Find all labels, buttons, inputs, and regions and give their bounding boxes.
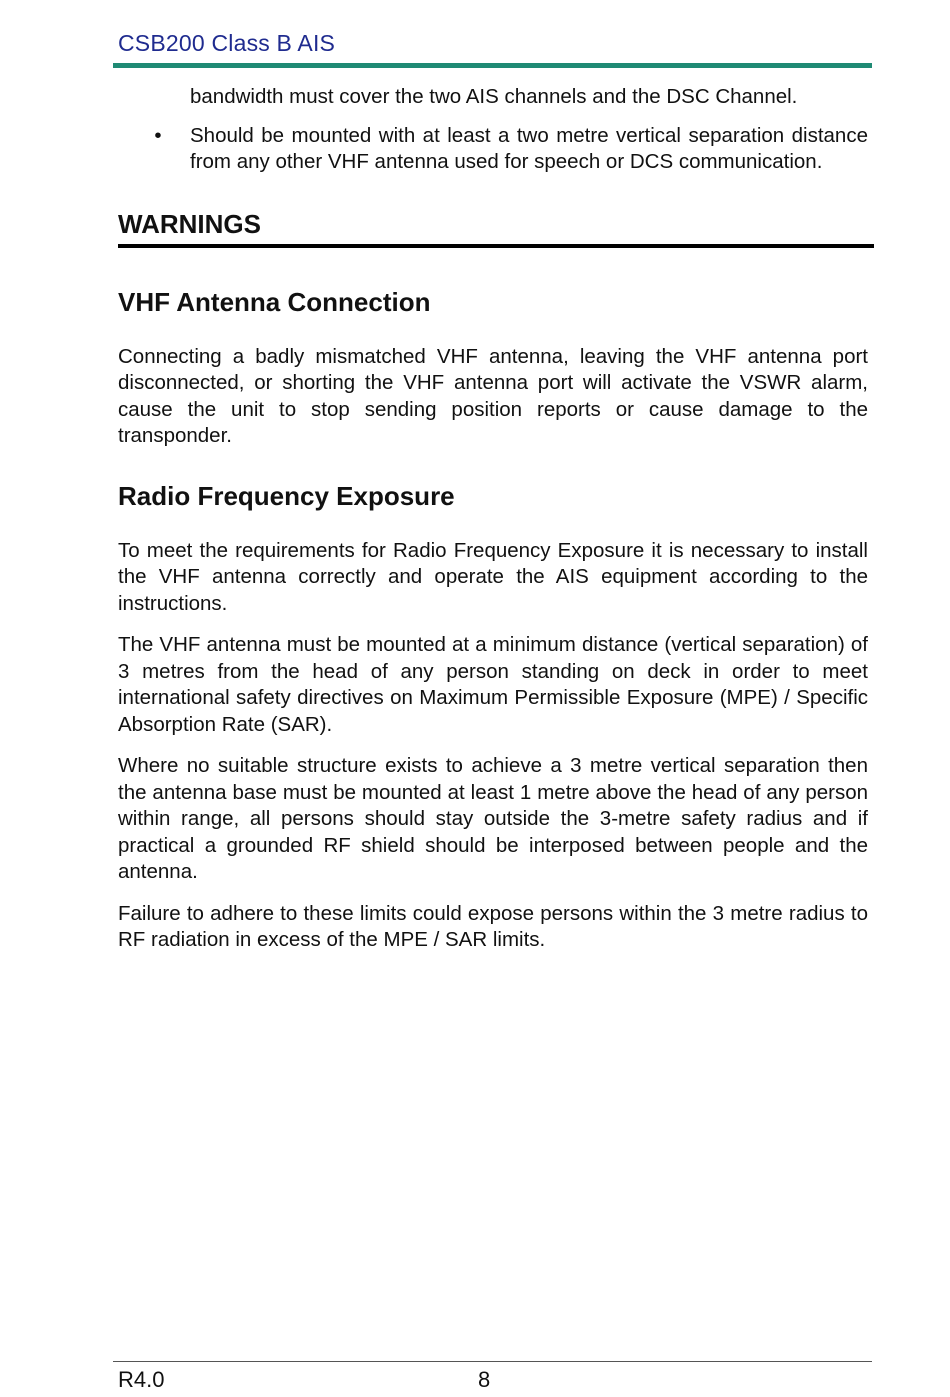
document-title: CSB200 Class B AIS	[118, 30, 336, 56]
section-heading-vhf-antenna-connection: VHF Antenna Connection	[118, 286, 431, 317]
page-content	[118, 84, 868, 954]
warnings-heading: WARNINGS	[118, 208, 261, 239]
paragraph: Failure to adhere to these limits could expose persons within the 3 metre radius to RF radiation in excess of the MPE / SAR limits.	[118, 901, 868, 951]
paragraph: Connecting a badly mismatched VHF antenna, leaving the VHF antenna port disconnected, or shorting the VHF antenna port will activate the VSWR alarm, cause the unit to stop sending position reports or cause damage to the transponder.	[118, 344, 868, 447]
warnings-divider	[118, 244, 874, 248]
paragraph: The VHF antenna must be mounted at a minimum distance (vertical separation) of 3 metres from the head of any person standing on deck in order to meet international safety directives on Maximum Permissible Exposure (MPE) / Specific Absorption Rate (SAR).	[118, 633, 868, 736]
page-number: 8	[478, 1367, 491, 1392]
paragraph: To meet the requirements for Radio Frequency Exposure it is necessary to install the VHF antenna correctly and operate the AIS equipment according to the instructions.	[118, 538, 868, 615]
bullet-item	[154, 123, 868, 176]
section-heading-radio-frequency-exposure: Radio Frequency Exposure	[118, 480, 455, 511]
footer-divider	[113, 1361, 872, 1362]
paragraph: Where no suitable structure exists to achieve a 3 metre vertical separation then the antenna base must be mounted at least 1 metre above the head of any person within range, all persons should stay outside the 3-metre safety radius and if practical a grounded RF shield should be interposed between people and the antenna.	[118, 754, 868, 883]
header-divider	[113, 63, 872, 68]
bullet-text: Should be mounted with at least a two metre vertical separation distance from any other VHF antenna used for speech or DCS communication.	[190, 123, 868, 173]
revision-label: R4.0	[118, 1367, 165, 1392]
bullet-icon: •	[154, 123, 162, 147]
continued-bullet-text: bandwidth must cover the two AIS channels and the DSC Channel.	[190, 85, 798, 108]
